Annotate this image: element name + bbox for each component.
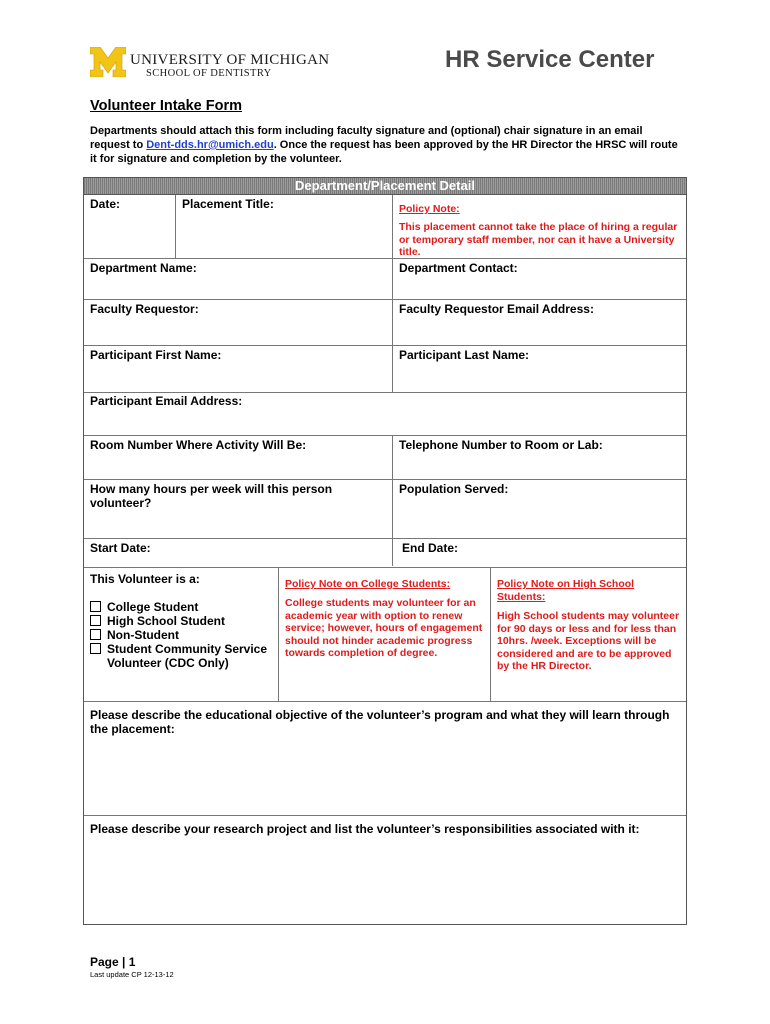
research-project-label: Please describe your research project and list the volunteer’s responsibilities associated with it: <box>90 822 640 836</box>
hours-per-week-field[interactable] <box>84 511 390 536</box>
department-name-label: Department Name: <box>90 261 197 275</box>
high-school-student-option[interactable] <box>90 614 225 628</box>
divider <box>392 436 393 566</box>
row-divider <box>84 479 686 480</box>
row-divider <box>84 435 686 436</box>
option-label: Student Community Service <box>107 642 268 656</box>
row-divider <box>84 345 686 346</box>
placement-title-field[interactable] <box>176 212 391 257</box>
faculty-requestor-email-field[interactable] <box>394 317 684 344</box>
community-service-option-continued: Volunteer (CDC Only) <box>107 656 229 670</box>
hr-service-center-title: HR Service Center <box>445 46 655 73</box>
divider <box>278 568 279 701</box>
faculty-requestor-label: Faculty Requestor: <box>90 302 199 316</box>
hr-email-link[interactable]: Dent-dds.hr@umich.edu <box>146 139 274 151</box>
community-service-checkbox[interactable] <box>90 643 101 654</box>
college-note-text: College students may volunteer for an academic year with option to renew service; however, hours of engagement should not hinder academic progress towards completion of degree. <box>285 597 483 659</box>
row-divider <box>84 258 686 259</box>
option-label: High School Student <box>107 614 225 628</box>
section-header: Department/Placement Detail <box>84 178 686 195</box>
row-divider <box>84 538 686 539</box>
row-divider <box>84 299 686 300</box>
end-date-field[interactable] <box>394 555 684 566</box>
date-label: Date: <box>90 197 121 211</box>
population-served-label: Population Served: <box>399 482 509 496</box>
research-project-field[interactable] <box>84 840 684 922</box>
participant-first-name-field[interactable] <box>84 363 390 390</box>
row-divider <box>84 701 686 702</box>
non-student-checkbox[interactable] <box>90 629 101 640</box>
participant-email-label: Participant Email Address: <box>90 394 243 408</box>
room-number-label: Room Number Where Activity Will Be: <box>90 438 307 452</box>
page-number: Page | 1 <box>90 955 136 969</box>
participant-email-field[interactable] <box>84 409 684 434</box>
participant-last-name-label: Participant Last Name: <box>399 348 530 362</box>
row-divider <box>84 392 686 393</box>
participant-last-name-field[interactable] <box>394 363 684 390</box>
date-field[interactable] <box>84 212 174 257</box>
faculty-requestor-field[interactable] <box>84 317 390 344</box>
divider <box>392 195 393 392</box>
department-contact-field[interactable] <box>394 276 684 298</box>
department-contact-label: Department Contact: <box>399 261 518 275</box>
non-student-option[interactable] <box>90 628 179 642</box>
university-name: UNIVERSITY OF MICHIGAN <box>130 52 330 68</box>
school-name: SCHOOL OF DENTISTRY <box>146 68 272 79</box>
start-date-label: Start Date: <box>90 541 151 555</box>
faculty-requestor-email-label: Faculty Requestor Email Address: <box>399 302 594 316</box>
community-service-option[interactable] <box>90 642 267 656</box>
high-school-student-checkbox[interactable] <box>90 615 101 626</box>
intro-paragraph <box>90 124 680 166</box>
college-note-title: Policy Note on College Students: <box>285 578 451 590</box>
telephone-label: Telephone Number to Room or Lab: <box>399 438 603 452</box>
participant-first-name-label: Participant First Name: <box>90 348 222 362</box>
form-title: Volunteer Intake Form <box>90 98 243 114</box>
intro-text-1: Departments should attach this form including faculty signature and (optional) chair signature in an email request to <box>90 125 643 151</box>
start-date-field[interactable] <box>84 555 390 566</box>
volunteer-type-label: This Volunteer is a: <box>90 572 200 586</box>
department-name-field[interactable] <box>84 276 390 298</box>
population-served-field[interactable] <box>394 497 684 536</box>
college-student-option[interactable] <box>90 600 198 614</box>
last-update: Last update CP 12-13-12 <box>90 970 174 979</box>
end-date-label: End Date: <box>402 541 459 555</box>
option-label: College Student <box>107 600 199 614</box>
row-divider <box>84 567 686 568</box>
educational-objective-label: Please describe the educational objective of the volunteer’s program and what they will learn through the placement: <box>90 708 670 736</box>
educational-objective-field[interactable] <box>84 740 684 814</box>
divider <box>490 568 491 701</box>
option-label: Non-Student <box>107 628 179 642</box>
hours-per-week-label: How many hours per week will this person volunteer? <box>90 482 333 510</box>
high-school-note-title: Policy Note on High School Students: <box>497 578 635 603</box>
intro-text-2: . Once the request has been approved by the HR Director the HRSC will route it for signature and completion by the volunteer. <box>90 139 678 165</box>
telephone-field[interactable] <box>394 453 684 478</box>
room-number-field[interactable] <box>84 453 390 478</box>
row-divider <box>84 815 686 816</box>
policy-note-title: Policy Note: <box>399 203 460 215</box>
university-michigan-logo-icon <box>90 47 126 77</box>
high-school-note-text: High School students may volunteer for 90 days or less and for less than 10hrs. /week. Exceptions will be considered and are to be approved by the HR Director. <box>497 610 680 672</box>
policy-note-text: This placement cannot take the place of hiring a regular or temporary staff member, nor can it have a University title. <box>399 221 678 258</box>
placement-title-label: Placement Title: <box>182 197 274 211</box>
college-student-checkbox[interactable] <box>90 601 101 612</box>
